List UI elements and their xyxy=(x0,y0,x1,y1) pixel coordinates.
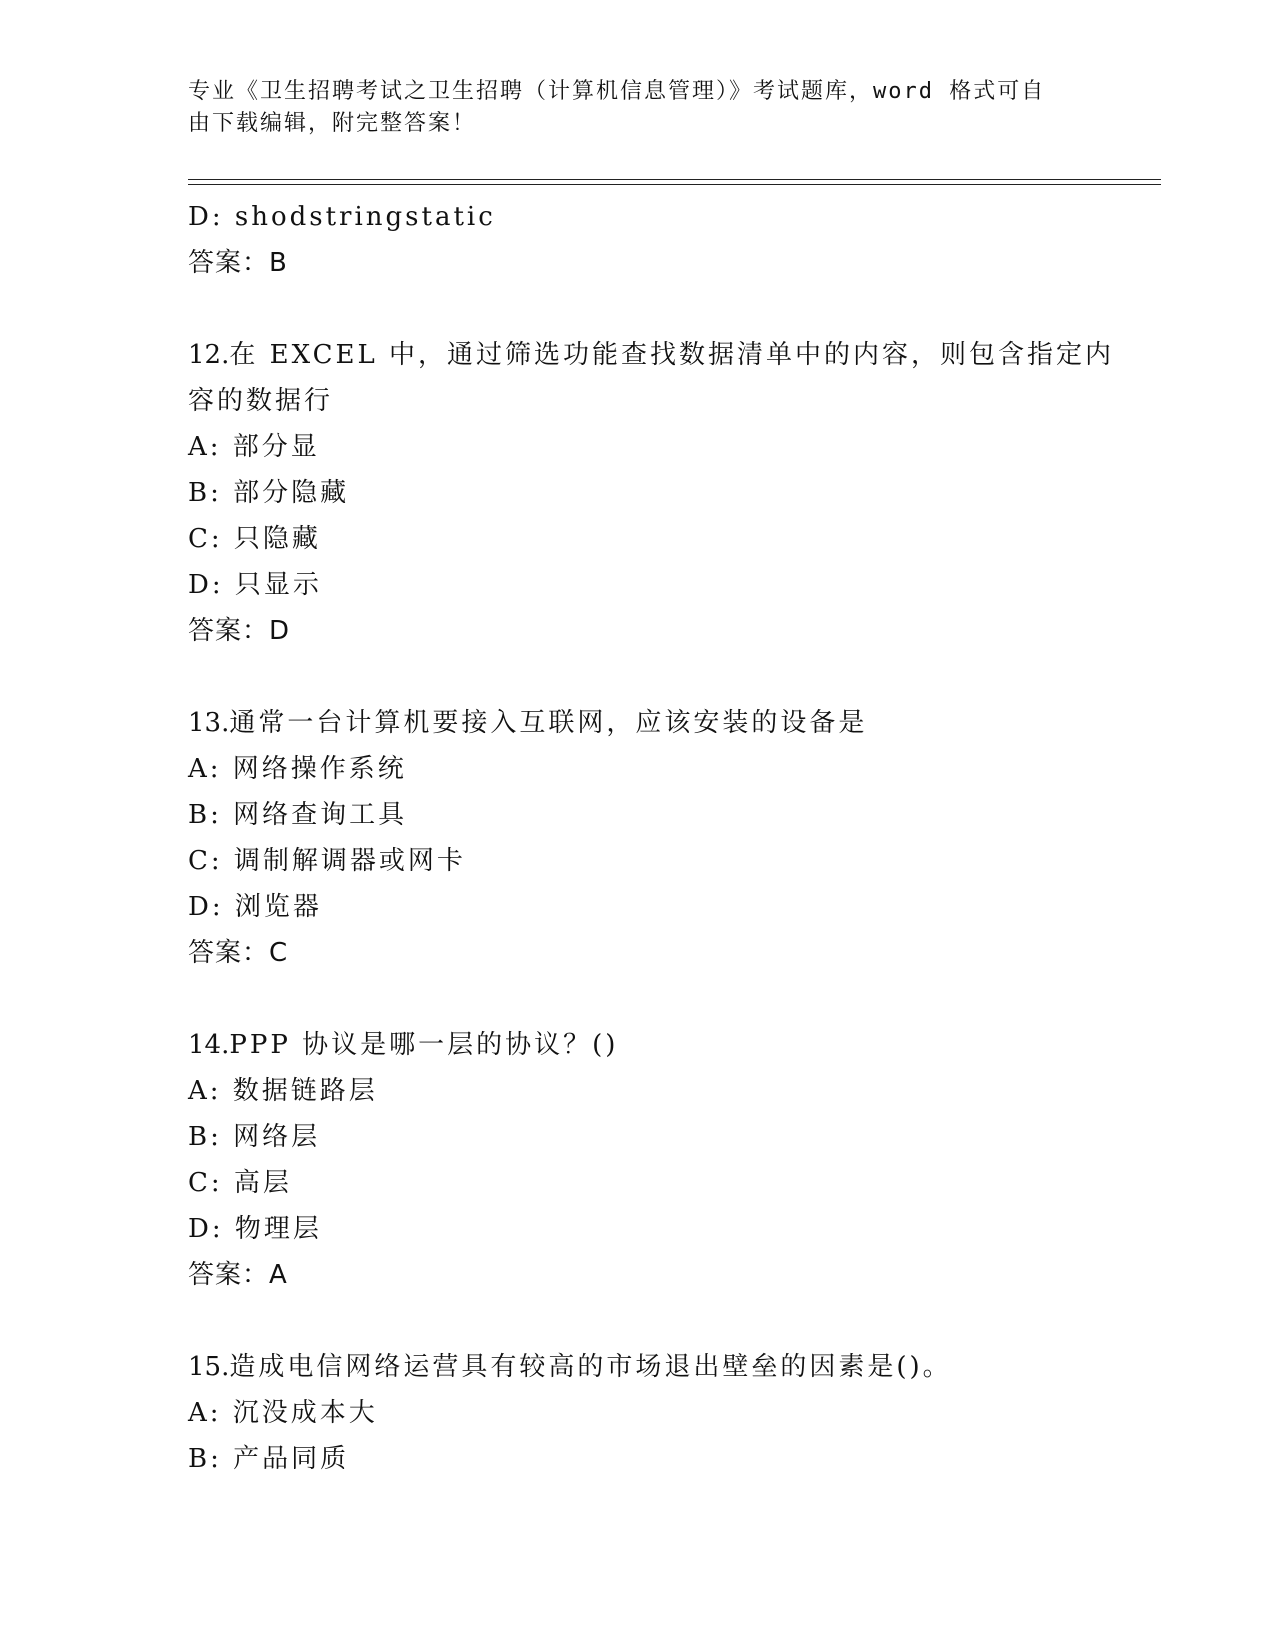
question-11-tail xyxy=(188,194,1088,286)
option-c: C: 调制解调器或网卡 xyxy=(188,846,466,876)
question-14 xyxy=(188,1022,1088,1298)
document-header xyxy=(188,76,1088,140)
question-number: 12. xyxy=(188,340,230,370)
header-divider-bottom xyxy=(188,184,1161,185)
option-c: C: 高层 xyxy=(188,1168,292,1198)
option-a: A: 网络操作系统 xyxy=(188,754,407,784)
option-d: D: 只显示 xyxy=(188,570,322,600)
question-number: 14. xyxy=(188,1030,230,1060)
question-stem-line-1: 12.在 EXCEL 中，通过筛选功能查找数据清单中的内容，则包含指定内 xyxy=(188,340,1115,370)
option-c: C: 只隐藏 xyxy=(188,524,321,554)
option-b: B: 部分隐藏 xyxy=(188,478,350,508)
question-stem: 14.PPP 协议是哪一层的协议？() xyxy=(188,1030,619,1060)
question-stem-line-2: 容的数据行 xyxy=(188,386,334,416)
answer: 答案：C xyxy=(188,938,289,968)
header-line-2: 由下载编辑，附完整答案！ xyxy=(188,111,477,136)
option-d: D: shodstringstatic xyxy=(188,202,496,232)
header-divider-top xyxy=(188,179,1161,180)
question-13 xyxy=(188,700,1088,976)
answer: 答案：A xyxy=(188,1260,288,1290)
option-d: D: 浏览器 xyxy=(188,892,322,922)
question-15 xyxy=(188,1344,1088,1482)
answer: 答案：D xyxy=(188,616,291,646)
question-stem: 15.造成电信网络运营具有较高的市场退出壁垒的因素是()。 xyxy=(188,1352,952,1382)
option-b: B: 网络层 xyxy=(188,1122,321,1152)
option-b: B: 产品同质 xyxy=(188,1444,350,1474)
question-12 xyxy=(188,332,1115,654)
question-number: 13. xyxy=(188,708,230,738)
option-a: A: 部分显 xyxy=(188,432,320,462)
option-a: A: 沉没成本大 xyxy=(188,1398,378,1428)
option-b: B: 网络查询工具 xyxy=(188,800,408,830)
question-number: 15. xyxy=(188,1352,230,1382)
question-stem: 13.通常一台计算机要接入互联网，应该安装的设备是 xyxy=(188,708,868,738)
header-line-1: 专业《卫生招聘考试之卫生招聘（计算机信息管理）》考试题库，word 格式可自 xyxy=(188,79,1046,104)
question-list xyxy=(188,194,1115,1482)
option-a: A: 数据链路层 xyxy=(188,1076,378,1106)
option-d: D: 物理层 xyxy=(188,1214,322,1244)
answer: 答案：B xyxy=(188,248,288,278)
